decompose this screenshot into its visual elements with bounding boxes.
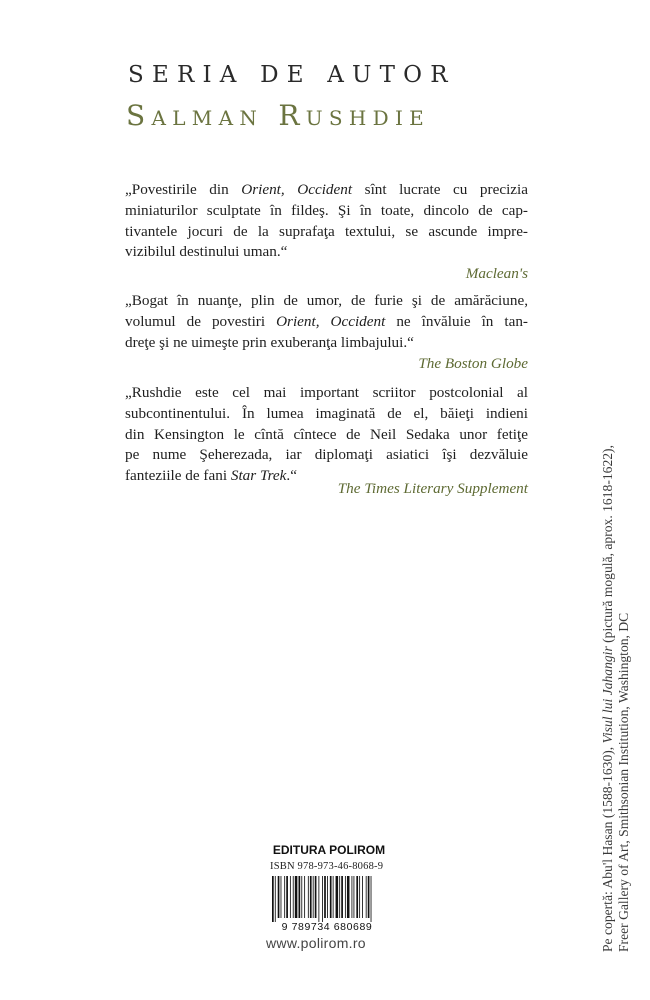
- barcode-bar: [352, 876, 353, 918]
- cover-art-credit: Pe copertă: Abu'l Hasan (1588-1630), Visul lui Jahangir (pictură mogulă, aprox. 1618-1622), Freer Gallery of Art, Smithsonian Institution, Washington, DC: [600, 445, 631, 952]
- barcode-bar: [330, 876, 332, 918]
- barcode-bar: [324, 876, 326, 918]
- barcode-bar: [315, 876, 317, 918]
- barcode-bar: [366, 876, 367, 918]
- quote-block: [125, 180, 528, 263]
- barcode-bar: [368, 876, 370, 918]
- quote-line: subcontinentului. În lumea imaginată de el, băieţi indieni: [125, 404, 528, 422]
- barcode-bar: [345, 876, 346, 918]
- quote-line: din Kensington le cîntă cîntece de Neil Sedaka unor fetiţe: [125, 425, 528, 443]
- barcode-bar: [327, 876, 328, 918]
- publisher-website: www.polirom.ro: [266, 935, 366, 951]
- barcode-bar: [301, 876, 302, 918]
- barcode-bar: [278, 876, 280, 918]
- quote-source: Maclean's: [465, 265, 528, 282]
- barcode: [262, 874, 392, 932]
- barcode-bar: [322, 876, 323, 922]
- quote-line: volumul de povestiri Orient, Occident ne învăluie în tan-: [125, 312, 528, 330]
- barcode-bar: [308, 876, 309, 918]
- barcode-bar: [304, 876, 305, 918]
- barcode-bar: [318, 876, 319, 922]
- barcode-bar: [341, 876, 343, 918]
- isbn-number: ISBN 978-973-46-8068-9: [270, 861, 384, 872]
- barcode-bar: [281, 876, 282, 918]
- barcode-bar: [310, 876, 312, 918]
- barcode-bar: [293, 876, 294, 918]
- barcode-bar: [336, 876, 339, 918]
- barcode-bar: [284, 876, 285, 918]
- publisher-name: EDITURA POLIROM: [272, 843, 386, 857]
- barcode-bar: [275, 876, 276, 922]
- barcode-bar: [359, 876, 360, 918]
- barcode-bar: [299, 876, 301, 918]
- barcode-bar: [286, 876, 288, 918]
- quote-line: tivantele jocuri de la suprafaţa textului, se ascunde impre-: [125, 222, 528, 240]
- barcode-bars: [272, 876, 371, 922]
- barcode-bar: [295, 876, 298, 918]
- quote-line: pe nume Şeherezada, iar diplomaţi asiatici îşi dezvăluie: [125, 446, 528, 464]
- quote-line: „Povestirile din Orient, Occident sînt lucrate cu precizia: [125, 181, 528, 198]
- series-title: SERIA DE AUTOR: [128, 62, 456, 88]
- quote-line: „Bogat în nuanţe, plin de umor, de furie şi de amărăciune,: [125, 292, 528, 309]
- barcode-bar: [333, 876, 334, 918]
- barcode-digits: 9 789734 680689: [281, 921, 373, 932]
- quote-block: [125, 291, 528, 353]
- quote-line: vizibilul destinului uman.“: [125, 243, 288, 261]
- barcode-bar: [347, 876, 350, 918]
- quote-line: fanteziile de fani Star Trek.“: [125, 467, 297, 485]
- barcode-bar: [371, 876, 372, 922]
- barcode-bar: [354, 876, 355, 918]
- barcode-bar: [313, 876, 314, 918]
- barcode-bar: [339, 876, 340, 918]
- quote-source: The Boston Globe: [418, 355, 528, 372]
- quote-block: [125, 383, 528, 487]
- author-name: Salman Rushdie: [126, 99, 431, 132]
- quote-line: dreţe şi ne uimeşte prin exuberanţa limbajului.“: [125, 333, 414, 351]
- quote-line: miniaturilor sculptate în fildeş. Şi în toate, dincolo de cap-: [125, 201, 528, 219]
- barcode-bar: [356, 876, 358, 918]
- quote-line: „Rushdie este cel mai important scriitor postcolonial al: [125, 384, 528, 401]
- quote-source: The Times Literary Supplement: [337, 480, 528, 497]
- barcode-bar: [290, 876, 291, 918]
- barcode-bar: [272, 876, 274, 922]
- barcode-bar: [362, 876, 363, 918]
